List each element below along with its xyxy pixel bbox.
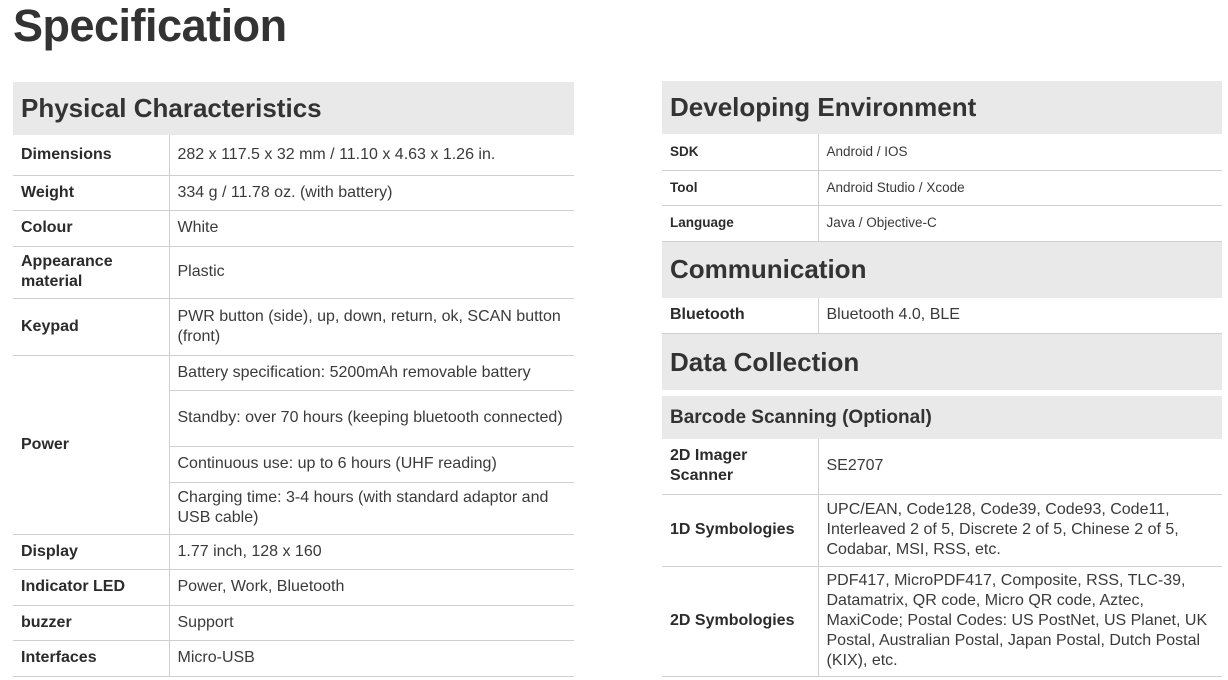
row-label: 2D Symbologies (662, 566, 818, 676)
table-row (662, 298, 1222, 334)
row-value: Android Studio / Xcode (818, 170, 1222, 205)
row-label: Indicator LED (13, 569, 169, 605)
row-value: Charging time: 3-4 hours (with standard adaptor and USB cable) (169, 482, 574, 534)
developing-environment-table (662, 134, 1222, 242)
row-value: Plastic (169, 246, 574, 298)
row-label: Bluetooth (662, 298, 818, 334)
table-row (662, 566, 1222, 676)
row-value: UPC/EAN, Code128, Code39, Code93, Code11, Interleaved 2 of 5, Discrete 2 of 5, Chinese 2 of 5, Codabar, MSI, RSS, etc. (818, 494, 1222, 566)
row-value: 334 g / 11.78 oz. (with battery) (169, 175, 574, 210)
row-label: buzzer (13, 605, 169, 640)
row-label: 2D Imager Scanner (662, 439, 818, 494)
row-label: Display (13, 534, 169, 569)
table-row (13, 569, 574, 605)
row-label: Interfaces (13, 640, 169, 676)
row-value: Micro-USB (169, 640, 574, 676)
physical-characteristics-table (13, 135, 574, 677)
row-label: Tool (662, 170, 818, 205)
table-row (13, 298, 574, 355)
row-value: White (169, 210, 574, 246)
table-row (13, 640, 574, 676)
row-value: Android / IOS (818, 134, 1222, 170)
row-value: Battery specification: 5200mAh removable battery (169, 355, 574, 390)
row-label: Keypad (13, 298, 169, 355)
table-row (662, 494, 1222, 566)
table-row (13, 135, 574, 175)
row-value: PWR button (side), up, down, return, ok, SCAN button (front) (169, 298, 574, 355)
row-value: 282 x 117.5 x 32 mm / 11.10 x 4.63 x 1.26 in. (169, 135, 574, 175)
table-row (662, 439, 1222, 494)
row-value: PDF417, MicroPDF417, Composite, RSS, TLC-39, Datamatrix, QR code, Micro QR code, Aztec, MaxiCode; Postal Codes: US PostNet, US Planet, UK Postal, Australian Postal, Japan Postal, Dutch Postal (KIX), etc. (818, 566, 1222, 676)
right-column (662, 81, 1222, 677)
table-row (13, 175, 574, 210)
row-label: Weight (13, 175, 169, 210)
barcode-scanning-subheading: Barcode Scanning (Optional) (662, 396, 1222, 439)
row-label: Language (662, 205, 818, 241)
physical-characteristics-section (13, 82, 574, 677)
row-value: Bluetooth 4.0, BLE (818, 298, 1222, 334)
table-row (662, 134, 1222, 170)
row-value: SE2707 (818, 439, 1222, 494)
page-title: Specification (13, 0, 287, 51)
communication-heading: Communication (662, 242, 1222, 298)
table-row (13, 605, 574, 640)
table-row (13, 534, 574, 569)
row-label: Colour (13, 210, 169, 246)
physical-characteristics-heading: Physical Characteristics (13, 82, 574, 135)
data-collection-heading: Data Collection (662, 334, 1222, 390)
row-label: SDK (662, 134, 818, 170)
row-value: Support (169, 605, 574, 640)
table-row (662, 205, 1222, 241)
row-value: Continuous use: up to 6 hours (UHF reading) (169, 446, 574, 482)
table-row (13, 210, 574, 246)
row-value: 1.77 inch, 128 x 160 (169, 534, 574, 569)
row-label: 1D Symbologies (662, 494, 818, 566)
row-label: Power (13, 355, 169, 534)
row-label: Appearance material (13, 246, 169, 298)
row-label: Dimensions (13, 135, 169, 175)
table-row (662, 170, 1222, 205)
data-collection-table (662, 439, 1222, 677)
row-value: Java / Objective-C (818, 205, 1222, 241)
table-row (13, 355, 574, 390)
table-row (13, 246, 574, 298)
communication-table (662, 298, 1222, 335)
row-value: Standby: over 70 hours (keeping bluetooth connected) (169, 390, 574, 446)
developing-environment-heading: Developing Environment (662, 81, 1222, 134)
row-value: Power, Work, Bluetooth (169, 569, 574, 605)
